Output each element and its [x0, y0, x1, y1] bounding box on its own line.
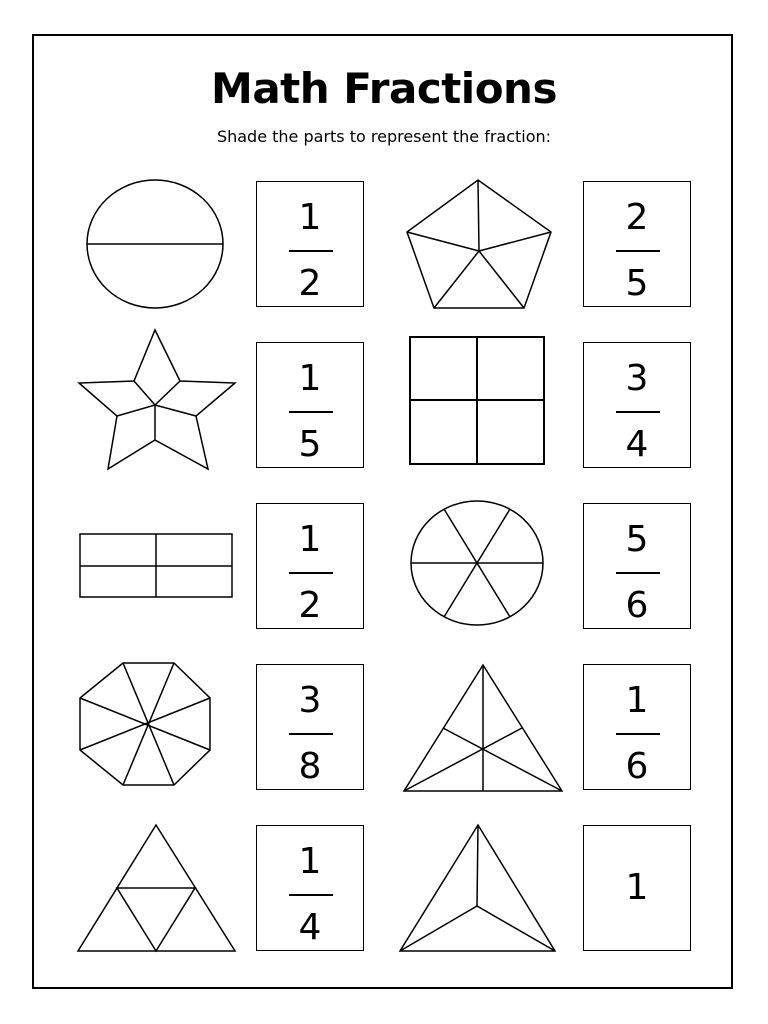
octagon-eighths-icon[interactable]	[80, 663, 210, 785]
fraction-denominator: 5	[625, 263, 649, 304]
fraction-denominator: 5	[298, 424, 322, 465]
fraction-box	[583, 181, 691, 307]
fraction-bar	[616, 250, 660, 252]
fraction-bar	[616, 411, 660, 413]
triangle-sixths-icon[interactable]	[404, 665, 562, 791]
fraction-bar	[289, 733, 333, 735]
fraction-box	[256, 825, 364, 951]
fraction-bar	[616, 572, 660, 574]
fraction-numerator: 1	[625, 680, 649, 721]
fraction-box	[583, 503, 691, 629]
fraction-denominator: 6	[625, 746, 649, 787]
fraction-numerator: 1	[298, 197, 322, 238]
star-fifths-icon[interactable]	[79, 330, 235, 469]
worksheet-title: Math Fractions	[211, 64, 557, 113]
fraction-numerator: 2	[625, 197, 649, 238]
worksheet-instruction: Shade the parts to represent the fraction:	[216, 127, 552, 146]
fraction-box	[583, 664, 691, 790]
fraction-denominator: 8	[298, 746, 322, 787]
fraction-bar	[616, 733, 660, 735]
pentagon-fifths-icon[interactable]	[407, 180, 551, 308]
fraction-numerator: 1	[298, 358, 322, 399]
fraction-denominator: 6	[625, 585, 649, 626]
fraction-bar	[289, 572, 333, 574]
fraction-numerator: 1	[298, 841, 322, 882]
fraction-box	[256, 342, 364, 468]
fraction-denominator: 2	[298, 263, 322, 304]
fraction-whole-number: 1	[625, 867, 649, 908]
fraction-numerator: 5	[625, 519, 649, 560]
fraction-bar	[289, 894, 333, 896]
fraction-numerator: 3	[298, 680, 322, 721]
fraction-bar	[289, 250, 333, 252]
triangle-quarters-icon[interactable]	[78, 825, 235, 951]
fraction-box	[583, 342, 691, 468]
fraction-denominator: 4	[625, 424, 649, 465]
fraction-numerator: 1	[298, 519, 322, 560]
fraction-denominator: 4	[298, 907, 322, 948]
fraction-bar	[289, 411, 333, 413]
fraction-box	[256, 181, 364, 307]
fraction-box	[256, 503, 364, 629]
circle-sixths-icon[interactable]	[411, 501, 543, 625]
circle-halves-icon[interactable]	[87, 180, 223, 308]
triangle-thirds-icon[interactable]	[400, 825, 555, 951]
fraction-box	[583, 825, 691, 951]
fraction-numerator: 3	[625, 358, 649, 399]
square-quarters-icon[interactable]	[410, 337, 544, 464]
fraction-box	[256, 664, 364, 790]
rectangle-quarters-icon[interactable]	[80, 534, 232, 597]
fraction-denominator: 2	[298, 585, 322, 626]
